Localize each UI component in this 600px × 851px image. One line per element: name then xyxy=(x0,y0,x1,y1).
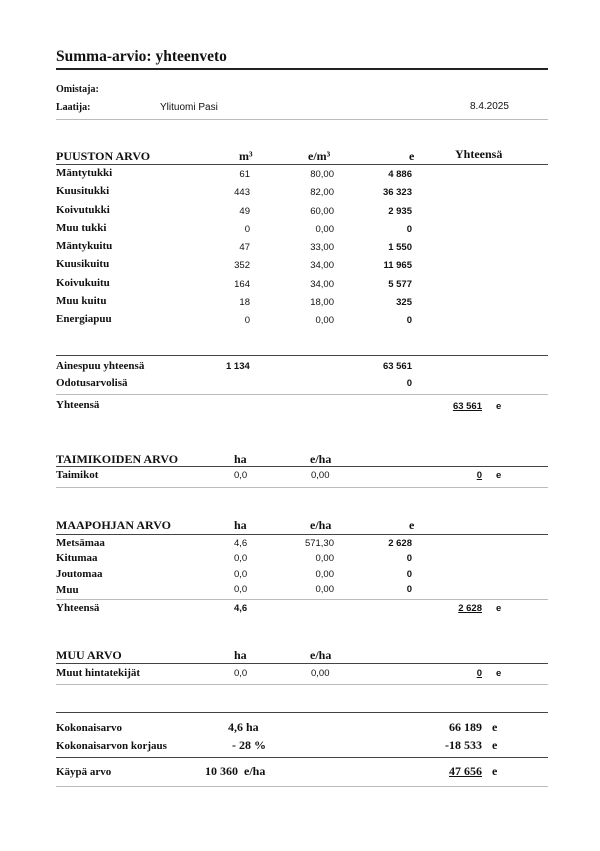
table-row-label: Energiapuu xyxy=(56,313,112,325)
table-row-m3: 49 xyxy=(239,206,250,217)
muu-col-eur-ha: e/ha xyxy=(310,648,332,662)
table-row-price: 33,00 xyxy=(310,242,334,253)
taimikot-col-ha: ha xyxy=(234,452,247,466)
kokonais-ha: 4,6 ha xyxy=(228,720,259,734)
korjaus-value: -18 533 xyxy=(445,738,482,752)
ainespuu-eur: 63 561 xyxy=(382,361,412,372)
meta-rule xyxy=(56,119,548,120)
taimikot-row-price: 0,00 xyxy=(311,470,330,481)
table-row-label: Kuusikuitu xyxy=(56,258,110,270)
table-row-price: 18,00 xyxy=(310,297,334,308)
author-label: Laatija: xyxy=(56,102,91,113)
kaypa-label: Käypä arvo xyxy=(56,766,112,778)
table-row-eur: 1 550 xyxy=(388,242,412,253)
muu-header-rule xyxy=(56,663,548,664)
taimikot-total-value: 0 xyxy=(476,470,482,481)
table-row-eur: 0 xyxy=(406,315,412,326)
maapohja-total-value: 2 628 xyxy=(458,603,482,614)
table-row-label: Muu xyxy=(56,584,79,596)
table-row-price: 0,00 xyxy=(315,569,334,580)
table-row-eur: 4 886 xyxy=(388,169,412,180)
table-row-label: Muu kuitu xyxy=(56,295,107,307)
table-row-price: 0,00 xyxy=(315,553,334,564)
korjaus-pct: - 28 % xyxy=(232,738,266,752)
ainespuu-label: Ainespuu yhteensä xyxy=(56,360,145,372)
puusto-total-rule xyxy=(56,394,548,395)
table-row-eur: 36 323 xyxy=(382,187,412,198)
table-row-price: 34,00 xyxy=(310,260,334,271)
taimikot-row-label: Taimikot xyxy=(56,469,99,481)
table-row-label: Kitumaa xyxy=(56,552,98,564)
table-row-eur: 0 xyxy=(406,553,412,564)
taimikot-header-rule xyxy=(56,466,548,467)
puusto-col-total: Yhteensä xyxy=(455,147,503,161)
korjaus-unit: e xyxy=(492,738,498,752)
summary-rule xyxy=(56,712,548,713)
taimikot-total-unit: e xyxy=(496,470,502,481)
table-row-label: Muu tukki xyxy=(56,222,107,234)
taimikot-heading: TAIMIKOIDEN ARVO xyxy=(56,452,179,466)
table-row-label: Koivukuitu xyxy=(56,277,110,289)
muu-row-label: Muut hintatekijät xyxy=(56,667,141,679)
muu-heading: MUU ARVO xyxy=(56,648,122,662)
table-row-m3: 443 xyxy=(234,187,250,198)
maapohja-total-ha: 4,6 xyxy=(234,603,248,614)
table-row-label: Mäntytukki xyxy=(56,167,113,179)
muu-col-ha: ha xyxy=(234,648,247,662)
maapohja-col-eur-ha: e/ha xyxy=(310,518,332,532)
table-row-price: 60,00 xyxy=(310,206,334,217)
table-row-price: 571,30 xyxy=(304,538,334,549)
table-row-eur: 5 577 xyxy=(388,279,412,290)
puusto-header-rule xyxy=(56,164,548,165)
table-row-m3: 0 xyxy=(244,315,250,326)
ainespuu-rule xyxy=(56,355,548,356)
maapohja-header-rule xyxy=(56,534,548,535)
puusto-total-label: Yhteensä xyxy=(56,399,100,411)
table-row-label: Mäntykuitu xyxy=(56,240,113,252)
table-row-m3: 18 xyxy=(239,297,250,308)
kokonais-value: 66 189 xyxy=(449,720,482,734)
table-row-eur: 2 628 xyxy=(388,538,412,549)
muu-bottom-rule xyxy=(56,684,548,685)
kaypa-per-ha: 10 360 e/ha xyxy=(205,764,266,778)
maapohja-heading: MAAPOHJAN ARVO xyxy=(56,518,171,532)
taimikot-row-ha: 0,0 xyxy=(234,470,248,481)
table-row-eur: 0 xyxy=(406,584,412,595)
maapohja-col-eur: e xyxy=(409,518,415,532)
puusto-total-unit: e xyxy=(496,401,502,412)
muu-row-ha: 0,0 xyxy=(234,668,248,679)
table-row-m3: 352 xyxy=(234,260,250,271)
muu-total-value: 0 xyxy=(476,668,482,679)
table-row-m3: 47 xyxy=(239,242,250,253)
maapohja-total-label: Yhteensä xyxy=(56,602,100,614)
maapohja-total-unit: e xyxy=(496,603,502,614)
table-row-price: 0,00 xyxy=(315,584,334,595)
table-row-eur: 325 xyxy=(396,297,412,308)
table-row-m3: 164 xyxy=(234,279,250,290)
table-row-eur: 11 965 xyxy=(383,260,412,271)
muu-row-price: 0,00 xyxy=(311,668,330,679)
table-row-price: 80,00 xyxy=(310,169,334,180)
kaypa-unit: e xyxy=(492,764,498,778)
table-row-label: Metsämaa xyxy=(56,537,105,549)
author-name: Ylituomi Pasi xyxy=(160,102,218,113)
table-row-ha: 0,0 xyxy=(234,584,248,595)
table-row-ha: 4,6 xyxy=(234,538,248,549)
kaypa-value: 47 656 xyxy=(449,764,482,778)
odotus-label: Odotusarvolisä xyxy=(56,377,128,389)
kokonais-unit: e xyxy=(492,720,498,734)
table-row-label: Joutomaa xyxy=(56,568,103,580)
table-row-label: Koivutukki xyxy=(56,204,110,216)
odotus-eur: 0 xyxy=(406,378,412,389)
puusto-col-eur: e xyxy=(409,149,415,163)
table-row-m3: 0 xyxy=(244,224,250,235)
muu-total-unit: e xyxy=(496,668,502,679)
maapohja-col-ha: ha xyxy=(234,518,247,532)
bottom-rule xyxy=(56,786,548,787)
puusto-col-eur-m3: e/m³ xyxy=(308,149,331,163)
korjaus-label: Kokonaisarvon korjaus xyxy=(56,740,167,752)
table-row-price: 82,00 xyxy=(310,187,334,198)
kokonais-label: Kokonaisarvo xyxy=(56,722,123,734)
title-rule xyxy=(56,68,548,70)
owner-label: Omistaja: xyxy=(56,84,99,95)
page-title: Summa-arvio: yhteenveto xyxy=(56,48,227,65)
table-row-price: 34,00 xyxy=(310,279,334,290)
puusto-heading: PUUSTON ARVO xyxy=(56,149,151,163)
taimikot-bottom-rule xyxy=(56,487,548,488)
kaypa-rule xyxy=(56,757,548,758)
table-row-price: 0,00 xyxy=(315,315,334,326)
table-row-label: Kuusitukki xyxy=(56,185,110,197)
puusto-col-m3: m³ xyxy=(239,149,253,163)
table-row-m3: 61 xyxy=(239,169,250,180)
table-row-price: 0,00 xyxy=(315,224,334,235)
maapohja-total-rule xyxy=(56,599,548,600)
table-row-eur: 0 xyxy=(406,224,412,235)
table-row-ha: 0,0 xyxy=(234,569,248,580)
table-row-eur: 2 935 xyxy=(388,206,412,217)
report-date: 8.4.2025 xyxy=(470,101,509,112)
puusto-total-value: 63 561 xyxy=(452,401,482,412)
taimikot-col-eur-ha: e/ha xyxy=(310,452,332,466)
table-row-ha: 0,0 xyxy=(234,553,248,564)
table-row-eur: 0 xyxy=(406,569,412,580)
ainespuu-m3: 1 134 xyxy=(226,361,250,372)
